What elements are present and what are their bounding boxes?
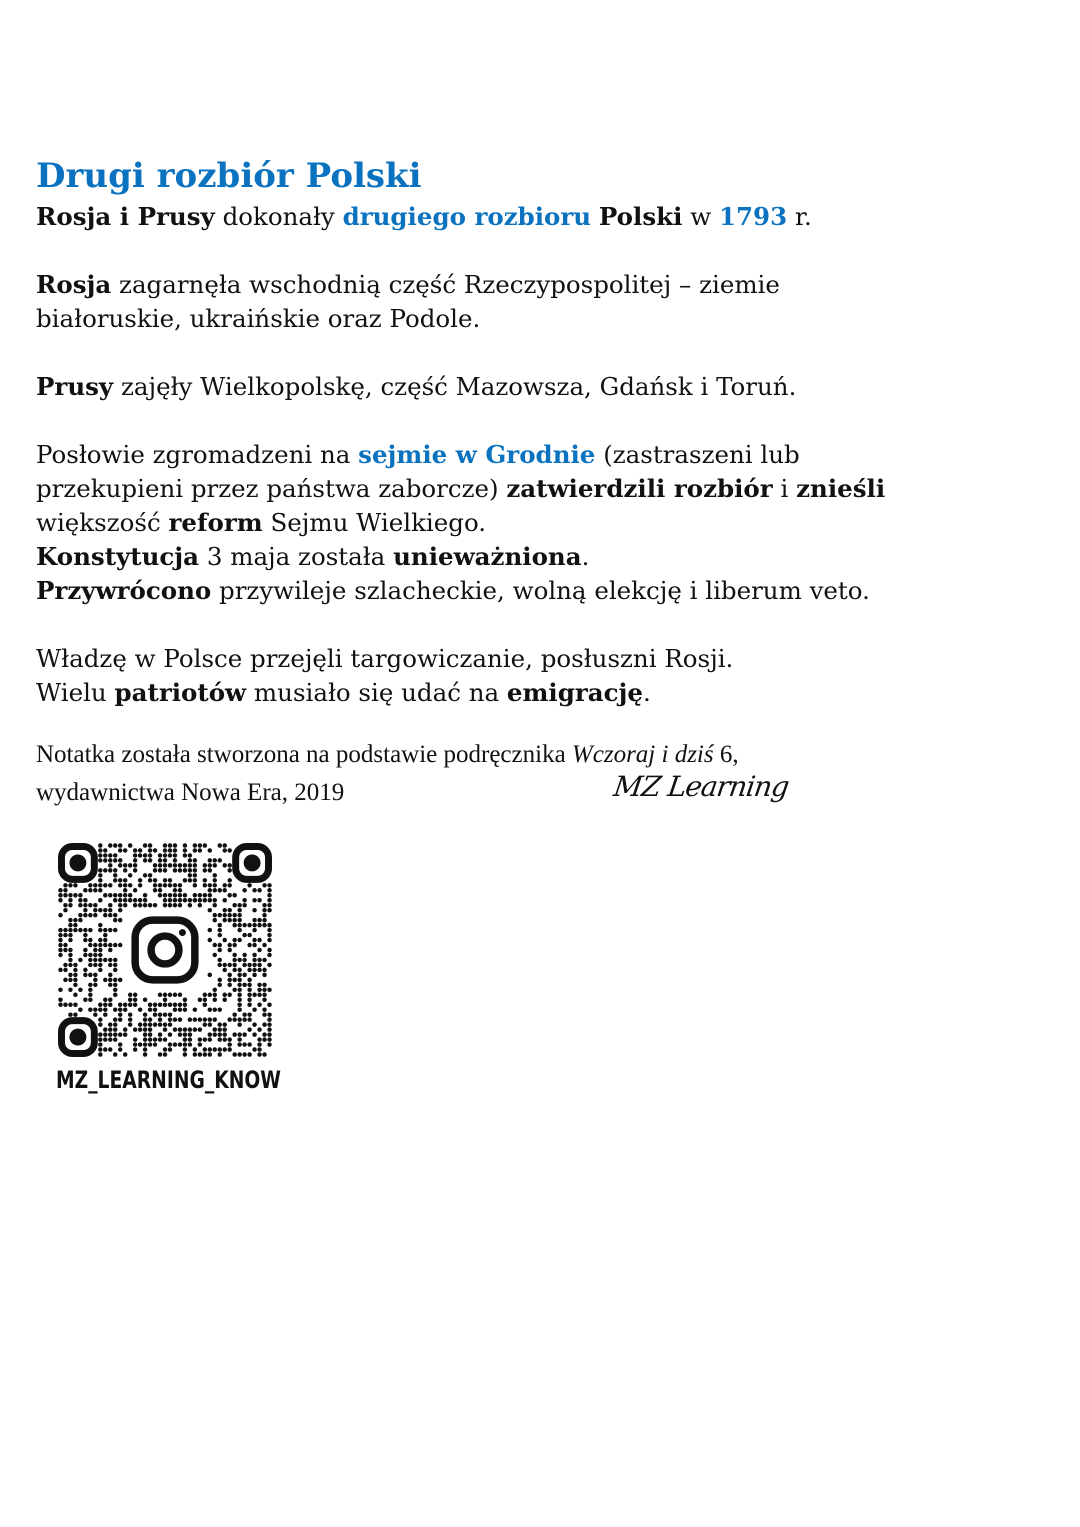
text-segment: musiało się udać na	[246, 678, 507, 707]
text-segment: zagarnęła wschodnią część Rzeczypospolitej – ziemie	[111, 270, 780, 299]
signature: MZ Learning	[611, 770, 791, 803]
bold-term: Rosja	[36, 270, 112, 299]
text-segment: przywileje szlacheckie, wolną elekcję i liberum veto.	[211, 576, 870, 605]
text-line	[36, 642, 885, 676]
bold-term: znieśli	[796, 474, 886, 503]
text-segment: dokonały	[214, 202, 343, 231]
bold-term: emigrację	[506, 678, 643, 707]
bold-term: Konstytucja	[36, 542, 200, 571]
book-title: Wczoraj i dziś	[571, 741, 714, 768]
text-line	[36, 676, 885, 710]
highlight-term: sejmie w Grodnie	[358, 440, 596, 469]
qr-label: MZ_LEARNING_KNOW	[56, 1066, 281, 1094]
text-segment: Wielu	[36, 678, 115, 707]
bold-term: reform	[168, 508, 263, 537]
paragraph-gap	[36, 404, 885, 438]
bold-term: Rosja i Prusy	[36, 202, 215, 231]
text-segment: .	[643, 678, 651, 707]
text-segment: większość	[36, 508, 169, 537]
note-body	[36, 200, 885, 710]
instagram-icon	[135, 920, 195, 980]
bold-term: patriotów	[114, 678, 247, 707]
qr-finder-pattern	[61, 846, 94, 879]
bold-term: zatwierdzili rozbiór	[506, 474, 773, 503]
text-line	[36, 540, 885, 574]
bold-term: Przywrócono	[36, 576, 212, 605]
text-line	[36, 370, 885, 404]
highlight-term: drugiego rozbioru	[342, 202, 592, 231]
paragraph-gap	[36, 608, 885, 642]
text-segment: (zastraszeni lub	[595, 440, 800, 469]
qr-finder-pattern	[236, 846, 269, 879]
text-line	[36, 302, 885, 336]
qr-finder-pattern	[61, 1021, 94, 1054]
text-line	[36, 438, 885, 472]
text-segment: i	[772, 474, 797, 503]
text-segment: przekupieni przez państwa zaborcze)	[36, 474, 507, 503]
text-line	[36, 472, 885, 506]
text-line	[36, 506, 885, 540]
text-segment: w	[682, 202, 719, 231]
text-line	[36, 574, 885, 608]
text-segment: zajęły Wielkopolskę, część Mazowsza, Gdańsk i Toruń.	[113, 372, 797, 401]
bold-term: Prusy	[36, 372, 114, 401]
paragraph-gap	[36, 336, 885, 370]
text-segment: Sejmu Wielkiego.	[262, 508, 487, 537]
paragraph-gap	[36, 234, 885, 268]
qr-code	[58, 843, 272, 1057]
text-segment: Posłowie zgromadzeni na	[36, 440, 359, 469]
text-line	[36, 200, 885, 234]
text-segment: Władzę w Polsce przejęli targowiczanie, posłuszni Rosji.	[36, 644, 734, 673]
page-title: Drugi rozbiór Polski	[36, 156, 422, 196]
text-segment: białoruskie, ukraińskie oraz Podole.	[36, 304, 481, 333]
text-segment: r.	[787, 202, 812, 231]
text-line	[36, 268, 885, 302]
text-segment: 3 maja została	[199, 542, 394, 571]
highlight-term: 1793	[718, 202, 788, 231]
source-text: 6,	[713, 741, 739, 768]
bold-term: Polski	[598, 202, 683, 231]
text-segment	[591, 202, 599, 231]
bold-term: unieważniona	[393, 542, 582, 571]
publisher-text: wydawnictwa Nowa Era, 2019	[36, 779, 345, 806]
text-segment: .	[581, 542, 590, 571]
source-text: Notatka została stworzona na podstawie podręcznika	[36, 741, 572, 768]
